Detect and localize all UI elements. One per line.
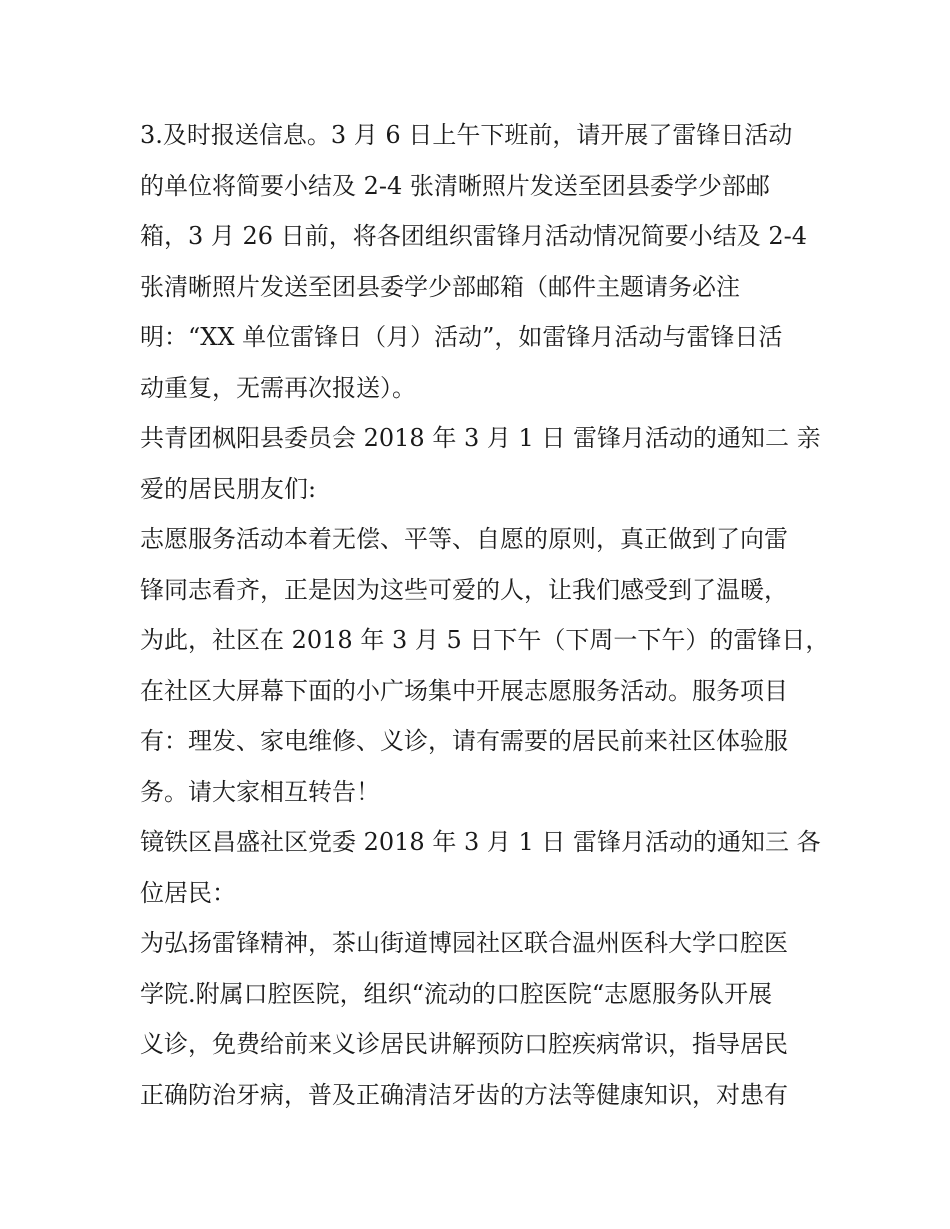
text-line: 3.及时报送信息。3 月 6 日上午下班前，请开展了雷锋日活动 [140,121,793,149]
text-line: 箱，3 月 26 日前，将各团组织雷锋月活动情况简要小结及 2-4 [140,222,807,250]
text-line: 为此，社区在 2018 年 3 月 5 日下午（下周一下午）的雷锋日， [140,626,830,654]
document-body [140,110,830,1120]
text-line: 正确防治牙病，普及正确清洁牙齿的方法等健康知识，对患有 [140,1080,788,1109]
text-line: 在社区大屏幕下面的小广场集中开展志愿服务活动。服务项目 [140,676,788,705]
text-line: 锋同志看齐，正是因为这些可爱的人，让我们感受到了温暖， [140,575,788,604]
text-line: 为弘扬雷锋精神，茶山街道博园社区联合温州医科大学口腔医 [140,929,788,957]
text-line: 共青团枫阳县委员会 2018 年 3 月 1 日 雷锋月活动的通知二 亲 [140,424,821,452]
text-line: 务。请大家相互转告！ [140,777,380,806]
text-line: 的单位将简要小结及 2-4 张清晰照片发送至团县委学少部邮 [140,171,770,200]
text-line: 明：“XX 单位雷锋日（月）活动”，如雷锋月活动与雷锋日活 [140,323,783,351]
text-line: 爱的居民朋友们: [140,474,317,503]
text-line: 学院.附属口腔医院，组织“流动的口腔医院“志愿服务队开展 [140,979,773,1008]
text-line: 镜铁区昌盛社区党委 2018 年 3 月 1 日 雷锋月活动的通知三 各 [140,828,821,856]
text-line: 动重复，无需再次报送）。 [140,373,416,402]
text-line: 义诊，免费给前来义诊居民讲解预防口腔疾病常识，指导居民 [140,1030,788,1058]
text-line: 位居民： [140,878,236,907]
text-line: 志愿服务活动本着无偿、平等、自愿的原则，真正做到了向雷 [140,525,788,553]
text-line: 有：理发、家电维修、义诊，请有需要的居民前来社区体验服 [140,727,788,755]
text-line: 张清晰照片发送至团县委学少部邮箱（邮件主题请务必注 [140,272,740,301]
